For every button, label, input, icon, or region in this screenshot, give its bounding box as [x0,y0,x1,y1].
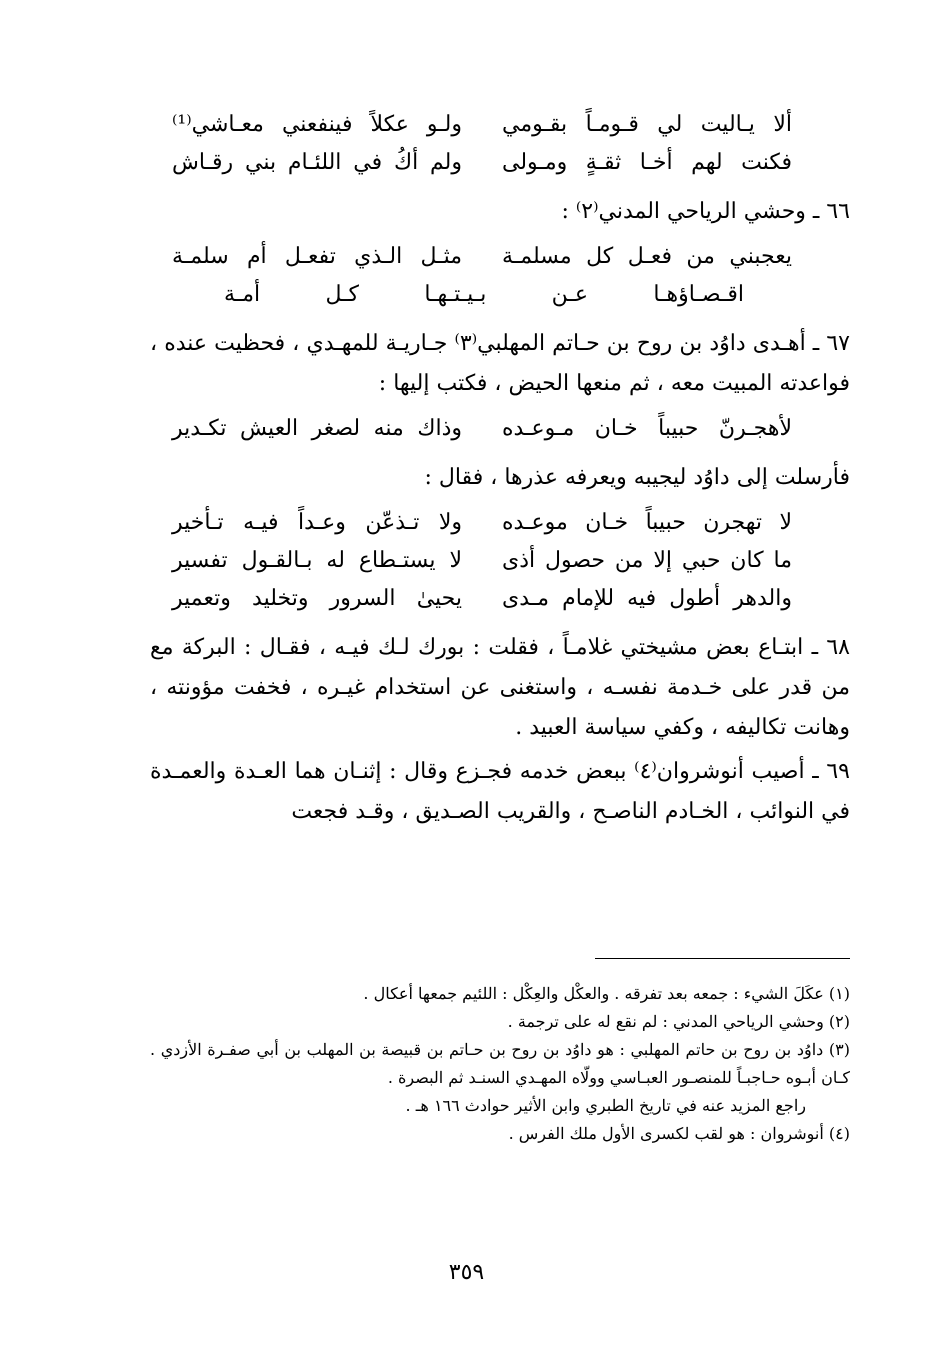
verse-block-1 [150,106,850,182]
verse-block-4 [150,504,850,618]
verse-hemistich: فكنت لهم أخـا ثقـةٍ ومـولى [502,150,792,175]
verse-line [150,106,792,144]
verse-hemistich: ولا تـذعّن وعـداً فيـه تـأخير [172,510,462,535]
verse-hemistich: وذاك منه لصغر العيش تكـدير [172,416,462,441]
verse-hemistich: لا يستـطاع له بـالقـول تفسير [172,548,462,573]
footnote-separator [595,958,850,959]
verse-hemistich: لأهجـرنّ حبيباً خـان مـوعـده [502,416,792,441]
footnote-2: (٢) وحشي الرياحي المدني : لم نقع له على ترجمة . [507,1012,850,1031]
footnote-4: (٤) أنوشروان : هو لقب لكسرى الأول ملك الفرس . [508,1124,850,1143]
reply-paragraph: فأرسلت إلى داوُد ليجيبه ويعرفه عذرها ، فقال : [424,465,850,490]
verse-hemistich: مثـل الـذي تفعـل أم سلمـة [172,244,462,269]
verse-hemistich: ولـو عكلاً فينفعني معـاشي⁽¹⁾ [172,112,462,137]
verse-line [150,504,792,542]
footnotes [150,980,850,1148]
page-body [150,100,850,836]
verse-hemistich: يحيىٰ السرور وتخليد وتعمير [172,586,462,611]
page-number: ٣٥٩ [448,1260,485,1285]
verse-block-2 [150,238,850,314]
verse-hemistich: والدهر أطول فيه للإمام مـدى [502,586,792,611]
verse-block-3 [150,410,850,448]
item-67-paragraph: ٦٧ ـ أهـدى داوُد بن روح بن حـاتم المهلبي⁽٣⁾ جـاريـة للمهـدي ، فحظيت عنده ، فواعدته المبيت معه ، ثم منعها الحيض ، فكتب إليها : [150,331,850,396]
verse-line [150,144,792,182]
footnote-3-continuation: راجع المزيد عنه في تاريخ الطبري وابن الأثير حوادث ١٦٦ هـ . [405,1096,806,1115]
verse-line [150,580,792,618]
verse-hemistich: لا تهجرن حبيباً خـان موعـده [502,510,792,535]
verse-hemistich: ألا يـاليت لي قـومـاً بقـومي [502,112,792,137]
verse-hemistich: ولم أكُ في اللئـام بني رقـاش [172,150,462,175]
verse-single-line: اقـصـاؤهـا عـن بـيـتـهـا كـل أمـة [224,282,744,307]
verse-hemistich: ما كان حبي إلا من حصول أذى [502,548,792,573]
verse-line [150,238,792,276]
verse-hemistich: يعجبني من فعـل كل مسلمـة [502,244,792,269]
verse-line [150,542,792,580]
footnote-1: (١) عكَلَ الشيء : جمعه بعد تفرقه . والعكْل والعِكْل : اللئيم جمعها أعكال . [363,984,850,1003]
verse-line [150,276,792,314]
item-66-heading: ٦٦ ـ وحشي الرياحي المدني⁽٢⁾ : [561,199,850,224]
item-69-paragraph: ٦٩ ـ أصيب أنوشروان⁽٤⁾ ببعض خدمه فجـزع وقال : إثنـان هما العـدة والعمـدة في النوائب ، الخـادم الناصـح ، والقريب الصـديق ، وقـد فجعت [150,759,850,824]
footnote-3: (٣) داوُد بن روح بن حاتم المهلبي : هو داوُد بن روح بن حـاتم بن قبيصة بن المهلب بن أبي صفـرة الأزدي . كـان أبـوه حـاجبـاً للمنصـور العبـاسي وولّاه المهـدي السنـد ثم البصرة . [150,1040,850,1087]
verse-line [150,410,792,448]
item-68-paragraph: ٦٨ ـ ابتـاع بعض مشيختي غلامـاً ، فقلت : بورك لـك فيـه ، فقـال : البركة مع من قدر على خـدمة نفسـه ، واستغنى عن استخدام غيـره ، فخفت مؤونته ، وهانت تكاليفه ، وكفي سياسة العبيد . [150,635,850,740]
